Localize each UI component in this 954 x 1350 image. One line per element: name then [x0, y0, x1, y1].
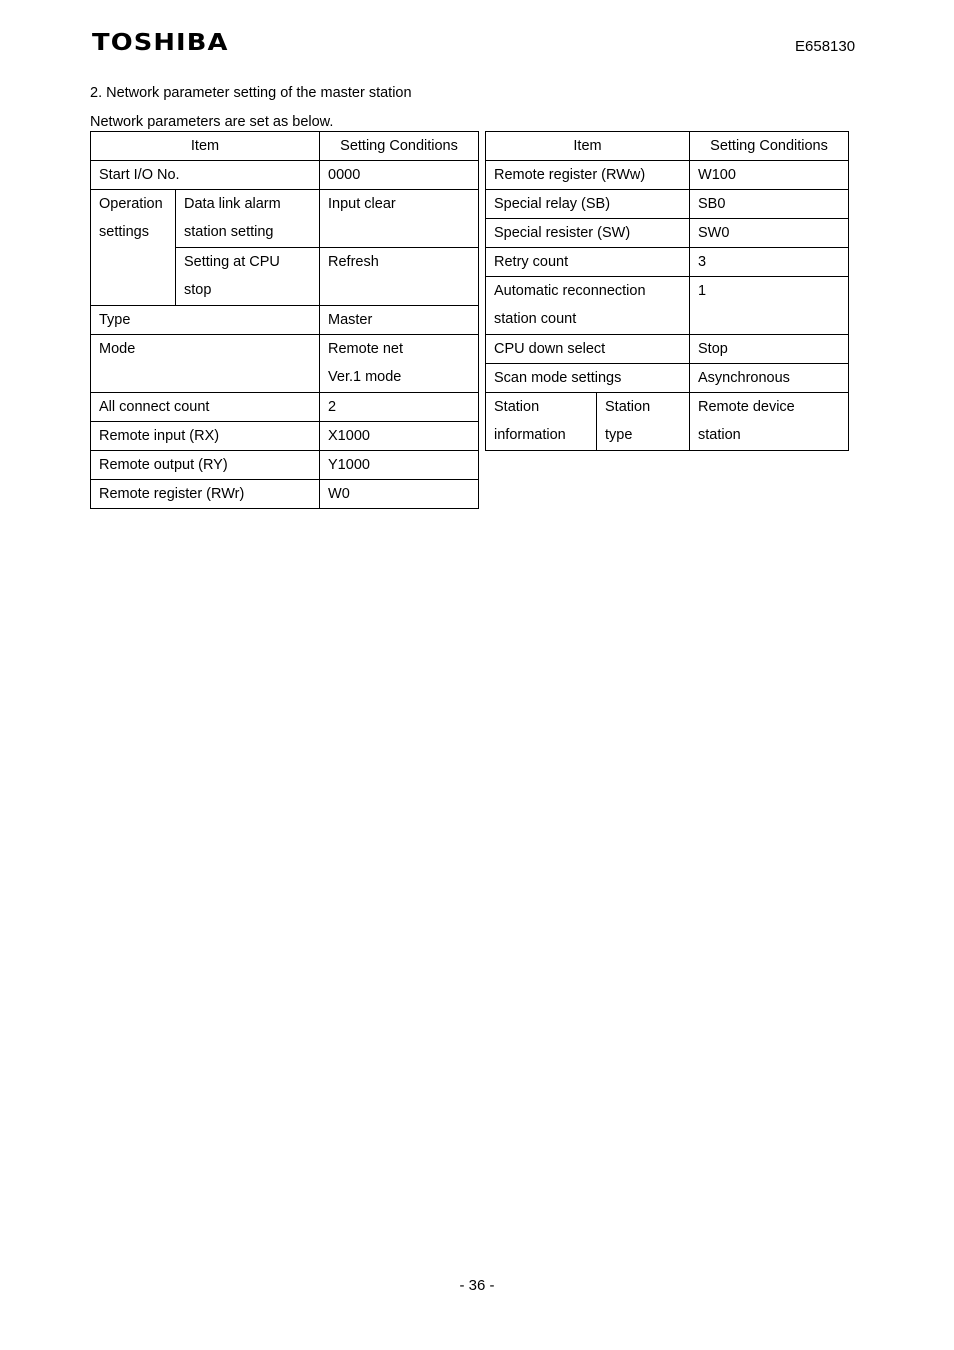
- row-label-auto-reconnect: [486, 277, 690, 335]
- row-label-all-connect: All connect count: [91, 393, 320, 422]
- network-params-table-right: [485, 131, 849, 451]
- cpu-stop-line2: stop: [184, 282, 212, 298]
- row-label-remote-input: Remote input (RX): [91, 422, 320, 451]
- table-row: [91, 306, 479, 335]
- station-type-line2: type: [605, 427, 633, 443]
- table-row: [486, 190, 849, 219]
- row-value-special-resister: SW0: [690, 219, 849, 248]
- row-value-cpu-down: Stop: [690, 335, 849, 364]
- operation-label-line2: settings: [99, 224, 149, 240]
- table-row: [486, 335, 849, 364]
- row-label-special-resister: Special resister (SW): [486, 219, 690, 248]
- table-row: [91, 480, 479, 509]
- table-row: [91, 451, 479, 480]
- row-label-station-information: [486, 393, 597, 451]
- row-label-scan-mode: Scan mode settings: [486, 364, 690, 393]
- row-label-mode: Mode: [91, 335, 320, 393]
- mode-value-line2: Ver.1 mode: [328, 369, 402, 385]
- row-value-station-type: [690, 393, 849, 451]
- row-value-special-relay: SB0: [690, 190, 849, 219]
- row-value-retry-count: 3: [690, 248, 849, 277]
- operation-label-line1: Operation: [99, 196, 163, 212]
- page-number: - 36 -: [459, 1277, 495, 1294]
- row-value-all-connect: 2: [320, 393, 479, 422]
- toshiba-logo: TOSHIBA: [92, 30, 229, 56]
- auto-reconnect-line1: Automatic reconnection: [494, 283, 646, 299]
- table-row: [486, 393, 849, 451]
- column-header-item: Item: [486, 132, 690, 161]
- row-label-operation-settings: [91, 190, 176, 306]
- station-value-line2: station: [698, 427, 741, 443]
- row-value-start-io: 0000: [320, 161, 479, 190]
- table-row: [486, 161, 849, 190]
- row-label-remote-register-rww: Remote register (RWw): [486, 161, 690, 190]
- row-label-cpu-down: CPU down select: [486, 335, 690, 364]
- station-info-line1: Station: [494, 399, 540, 415]
- table-row: [91, 393, 479, 422]
- auto-reconnect-line2: station count: [494, 311, 577, 327]
- section-heading: 2. Network parameter setting of the master station: [90, 85, 412, 101]
- station-value-line1: Remote device: [698, 399, 795, 415]
- table-row: [486, 277, 849, 335]
- row-label-start-io: Start I/O No.: [91, 161, 320, 190]
- table-row: [91, 190, 479, 248]
- row-label-retry-count: Retry count: [486, 248, 690, 277]
- mode-value-line1: Remote net: [328, 341, 403, 357]
- data-link-line1: Data link alarm: [184, 196, 281, 212]
- row-value-scan-mode: Asynchronous: [690, 364, 849, 393]
- table-header-row: [91, 132, 479, 161]
- row-label-station-type: [597, 393, 690, 451]
- table-row: [91, 422, 479, 451]
- table-row: [486, 248, 849, 277]
- column-header-setting: Setting Conditions: [320, 132, 479, 161]
- data-link-line2: station setting: [184, 224, 274, 240]
- column-header-item: Item: [91, 132, 320, 161]
- table-header-row: [486, 132, 849, 161]
- row-value-cpu-stop: Refresh: [320, 248, 479, 306]
- table-row: [486, 219, 849, 248]
- row-value-remote-output: Y1000: [320, 451, 479, 480]
- row-label-special-relay: Special relay (SB): [486, 190, 690, 219]
- row-label-data-link-alarm: [176, 190, 320, 248]
- row-value-mode: [320, 335, 479, 393]
- row-value-remote-register-rwr: W0: [320, 480, 479, 509]
- row-label-cpu-stop: [176, 248, 320, 306]
- document-number: E658130: [795, 38, 856, 55]
- table-row: [91, 161, 479, 190]
- network-params-table-left: [90, 131, 479, 509]
- table-row: [91, 335, 479, 393]
- row-label-remote-register-rwr: Remote register (RWr): [91, 480, 320, 509]
- station-type-line1: Station: [605, 399, 651, 415]
- column-header-setting: Setting Conditions: [690, 132, 849, 161]
- row-value-type: Master: [320, 306, 479, 335]
- row-value-data-link-alarm: Input clear: [320, 190, 479, 248]
- cpu-stop-line1: Setting at CPU: [184, 254, 280, 270]
- section-intro: Network parameters are set as below.: [90, 114, 334, 130]
- row-label-remote-output: Remote output (RY): [91, 451, 320, 480]
- row-value-remote-register-rww: W100: [690, 161, 849, 190]
- row-label-type: Type: [91, 306, 320, 335]
- row-value-auto-reconnect: 1: [690, 277, 849, 335]
- row-value-remote-input: X1000: [320, 422, 479, 451]
- station-info-line2: information: [494, 427, 566, 443]
- table-row: [486, 364, 849, 393]
